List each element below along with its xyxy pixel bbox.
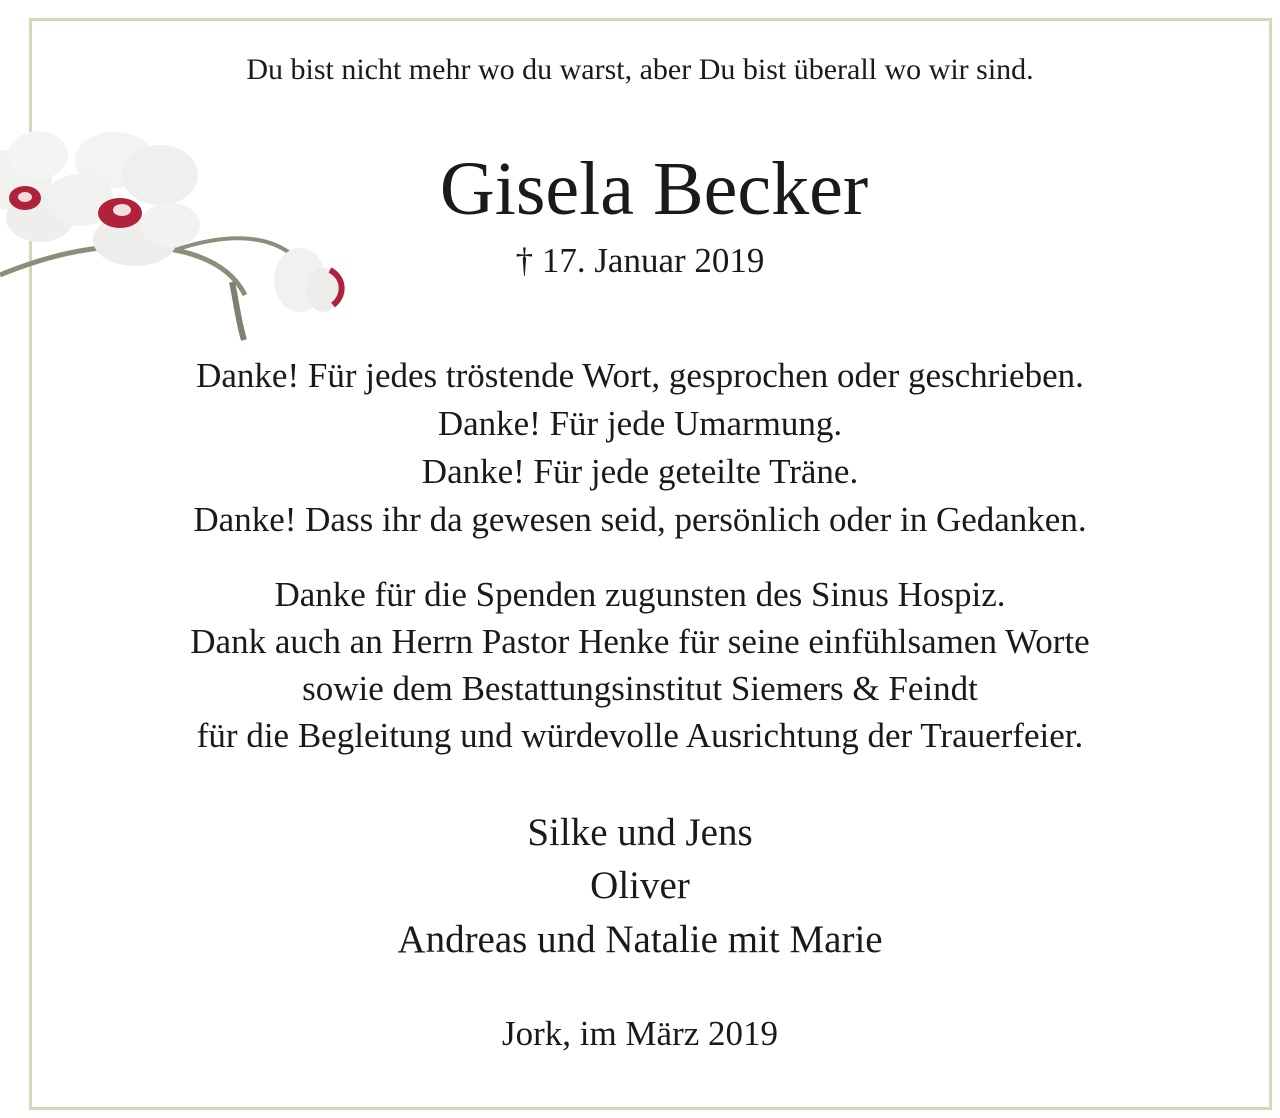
place-date: Jork, im März 2019 <box>501 1014 779 1053</box>
thanks-line: Danke! Für jedes tröstende Wort, gesprochen oder geschrieben. <box>196 356 1084 395</box>
signature-line: Andreas und Natalie mit Marie <box>397 918 883 961</box>
donation-line: sowie dem Bestattungsinstitut Siemers & Feindt <box>302 669 978 708</box>
donation-line: Danke für die Spenden zugunsten des Sinus Hospiz. <box>274 575 1006 614</box>
signature-line: Oliver <box>590 864 690 907</box>
thanks-line: Danke! Dass ihr da gewesen seid, persönlich oder in Gedanken. <box>193 500 1087 539</box>
donation-line: für die Begleitung und würdevolle Ausrichtung der Trauerfeier. <box>196 716 1084 755</box>
death-date: † 17. Januar 2019 <box>515 241 765 280</box>
motto-text: Du bist nicht mehr wo du warst, aber Du bist überall wo wir sind. <box>246 53 1034 86</box>
thanks-line: Danke! Für jede Umarmung. <box>437 404 843 443</box>
deceased-name: Gisela Becker <box>439 147 869 231</box>
donation-line: Dank auch an Herrn Pastor Henke für seine einfühlsamen Worte <box>190 622 1090 661</box>
thanks-line: Danke! Für jede geteilte Träne. <box>421 452 859 491</box>
signature-line: Silke und Jens <box>527 811 753 854</box>
